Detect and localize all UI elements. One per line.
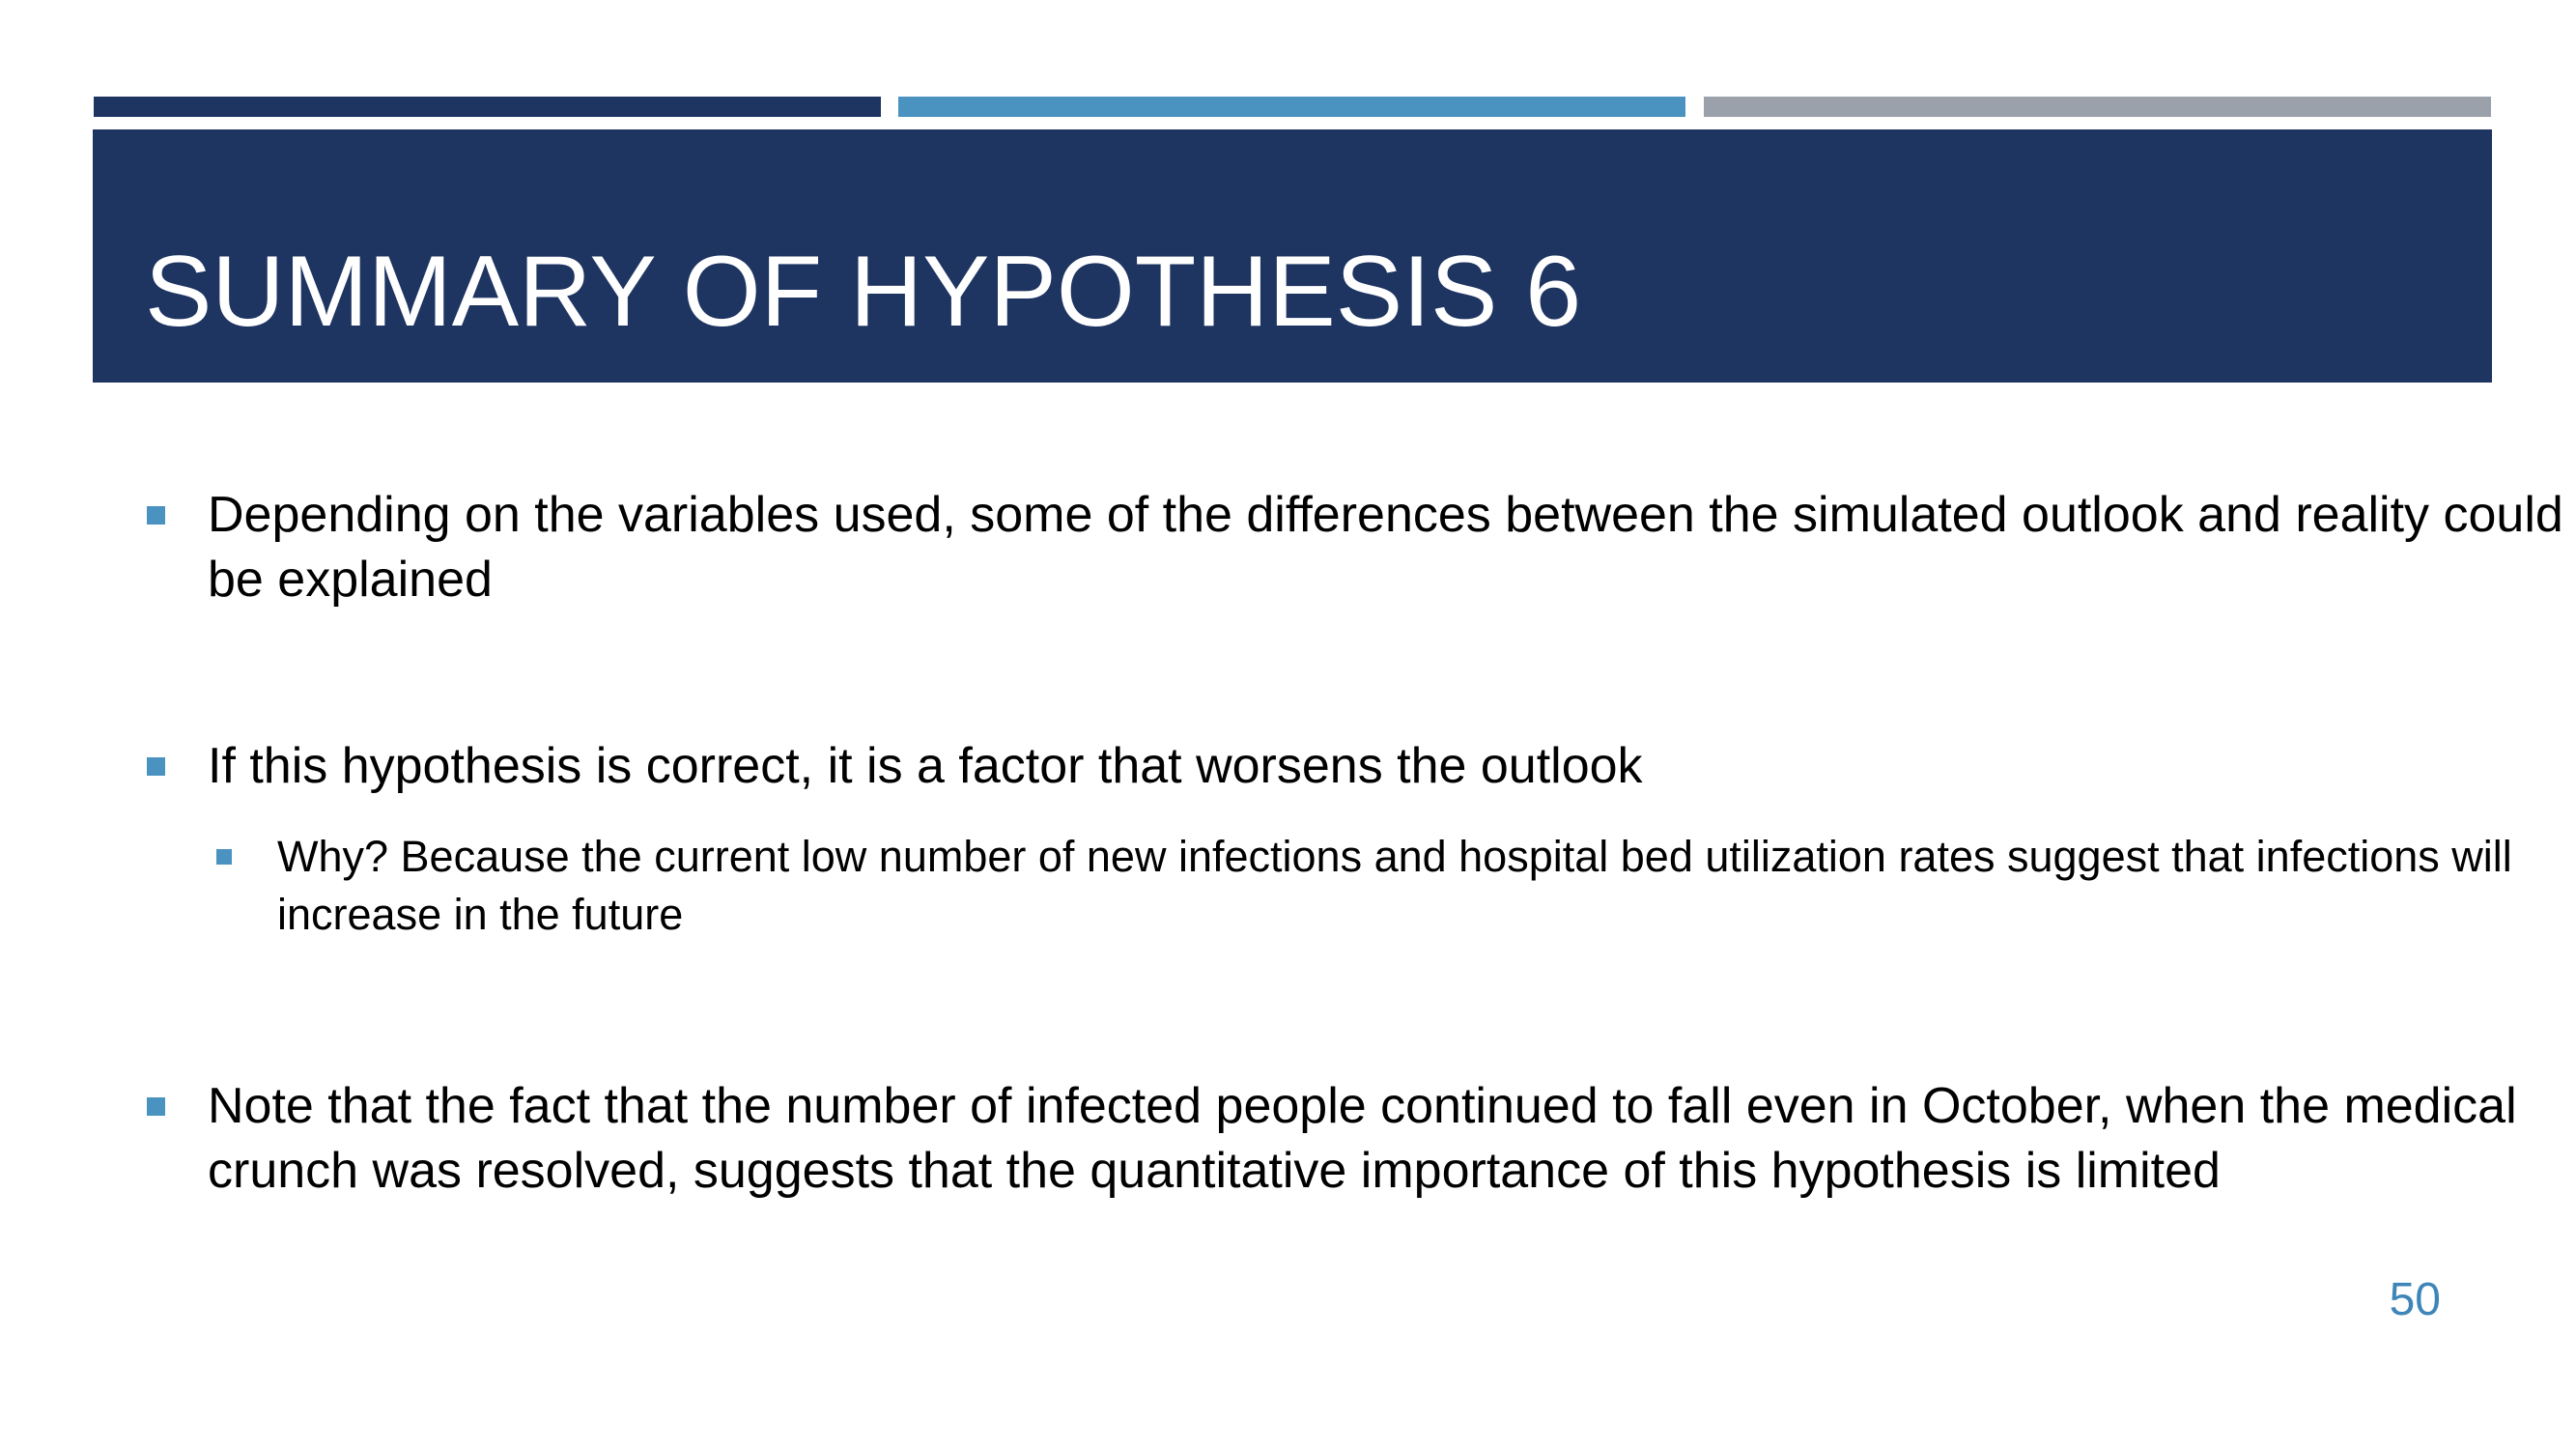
square-bullet-icon (216, 849, 232, 865)
square-bullet-icon (147, 506, 165, 525)
page-number: 50 (2389, 1274, 2441, 1325)
bullet-item (208, 734, 2576, 799)
sub-bullet-text: Why? Because the current low number of new infections and hospital bed utilization rates suggest that infections will increase in the future (277, 832, 2512, 939)
square-bullet-icon (147, 1097, 165, 1116)
bullet-text: If this hypothesis is correct, it is a factor that worsens the outlook (208, 738, 1643, 794)
bullet-text: Depending on the variables used, some of the differences between the simulated outlook and reality could be explained (208, 487, 2563, 608)
slide-title: SUMMARY OF HYPOTHESIS 6 (145, 236, 1582, 348)
bullet-item (208, 483, 2576, 612)
square-bullet-icon (147, 757, 165, 776)
bullet-text: Note that the fact that the number of infected people continued to fall even in October, when the medical crunch was resolved, suggests that the quantitative importance of this hypothesis is limited (208, 1078, 2517, 1199)
bullet-item (208, 1074, 2576, 1204)
sub-bullet-item (277, 828, 2576, 944)
